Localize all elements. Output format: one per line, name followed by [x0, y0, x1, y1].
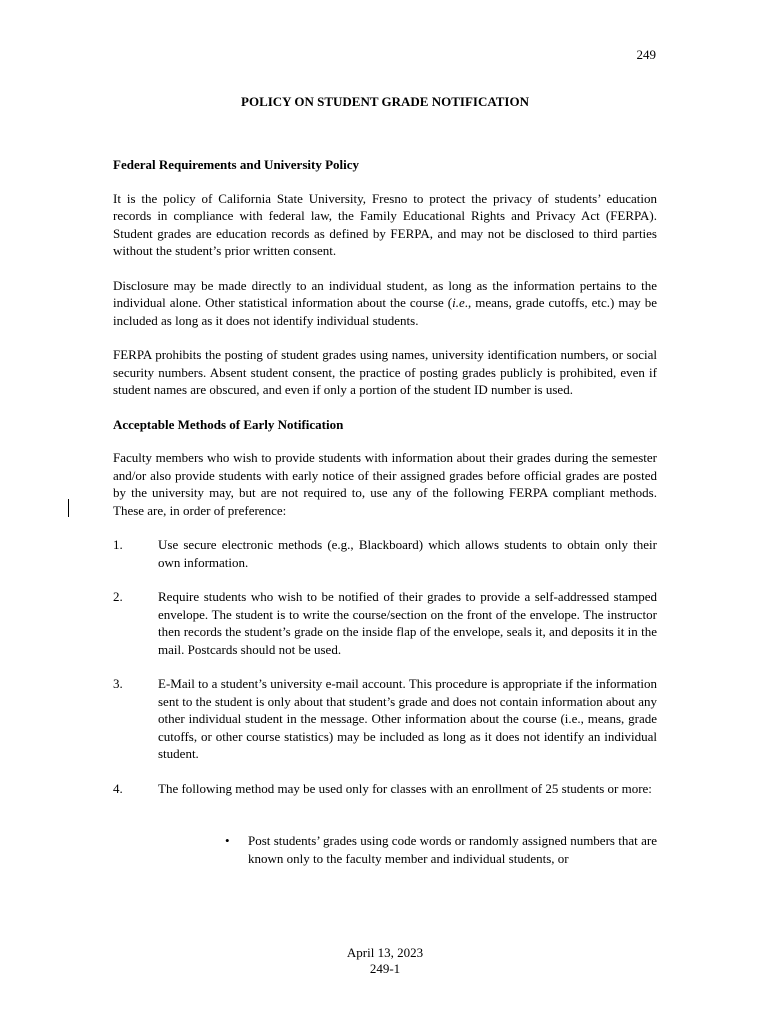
- paragraph-methods-intro: Faculty members who wish to provide students with information about their grades during the semester and/or also provide students with early notice of their assigned grades before official grades are posted by the university may, but are not required to, use any of the following FERPA compliant methods. These are, in order of preference:: [113, 450, 657, 518]
- list-item-number: 3.: [113, 676, 123, 691]
- revision-bar: [68, 499, 69, 517]
- page-number: 249: [636, 47, 656, 62]
- list-item-number: 4.: [113, 780, 123, 796]
- list-item-number: 1.: [113, 537, 123, 552]
- list-item-4-text: The following method may be used only for classes with an enrollment of 25 students or more:: [158, 780, 652, 796]
- paragraph-policy: It is the policy of California State University, Fresno to protect the privacy of students’ education records in compliance with federal law, the Family Educational Rights and Privacy Act (FERPA). Student grades are education records as defined by FERPA, and may not be disclosed to third parties without the student’s prior written consent.: [113, 190, 657, 258]
- section-heading-federal: Federal Requirements and University Policy: [113, 157, 360, 172]
- list-item-text: Require students who wish to be notified of their grades to provide a self-addressed stamped envelope. The student is to write the course/section on the front of the envelope. The instructor then records the student’s grade on the inside flap of the envelope, seals it, and deposits it in the mail. Postcards should not be used.: [158, 589, 657, 657]
- list-item-text: E-Mail to a student’s university e-mail account. This procedure is appropriate if the information sent to the student is only about that student’s grade and does not contain information about any other individual student in the message. Other information about the course (i.e., means, grade cutoffs, or other course statistics) may be included as long as it does not identify an individual student.: [158, 676, 657, 761]
- paragraph-ferpa: FERPA prohibits the posting of student grades using names, university identification numbers, or social security numbers. Absent student consent, the practice of posting grades publicly is prohibited, even if student names are obscured, and even if only a portion of the student ID number is used.: [113, 347, 657, 397]
- document-body: [113, 156, 657, 884]
- list-item: [113, 780, 657, 868]
- footer-page-number: 249-1: [369, 961, 401, 976]
- bullet-text: Post students’ grades using code words or randomly assigned numbers that are known only to the faculty member and individual students, or: [248, 833, 657, 866]
- disclosure-text-b: ., means, grade cutoffs, etc.) may be included as long as it does not identify individual students.: [113, 295, 657, 328]
- list-item-text: Use secure electronic methods (e.g., Blackboard) which allows students to obtain only their own information.: [158, 537, 657, 570]
- list-item-text: [158, 780, 657, 868]
- page-title: POLICY ON STUDENT GRADE NOTIFICATION: [241, 94, 529, 109]
- footer-date: April 13, 2023: [346, 945, 424, 960]
- list-item: [113, 588, 657, 658]
- disclosure-ie: i.e: [452, 295, 465, 310]
- list-item: [113, 675, 657, 763]
- bullet-icon: •: [225, 833, 230, 848]
- disclosure-text-a: Disclosure may be made directly to an individual student, as long as the information pertains to the individual alone. Other statistical information about the course (: [113, 277, 657, 310]
- page-footer: [0, 945, 770, 977]
- list-item: [113, 536, 657, 571]
- list-item-number: 2.: [113, 589, 123, 604]
- paragraph-disclosure: [113, 277, 657, 330]
- bullet-item: [223, 832, 657, 867]
- section-heading-methods: Acceptable Methods of Early Notification: [113, 416, 344, 432]
